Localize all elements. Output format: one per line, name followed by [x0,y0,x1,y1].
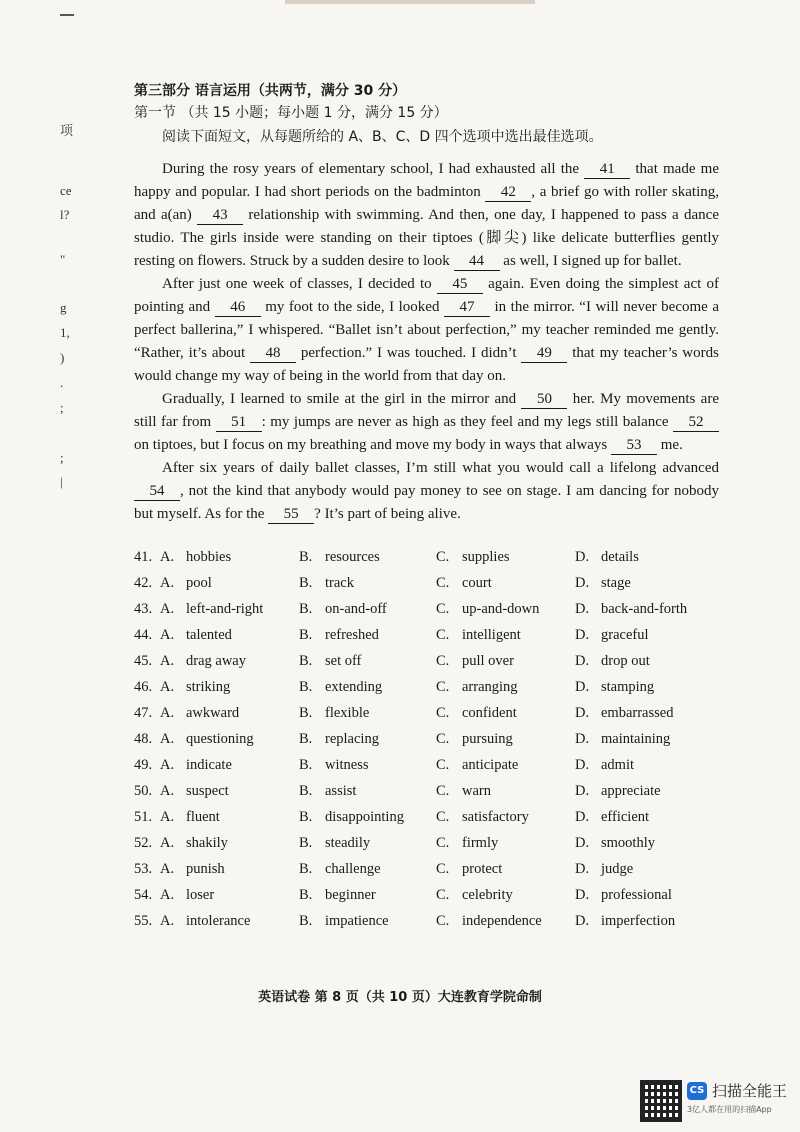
option-d [575,858,725,884]
option-letter: B. [299,653,313,669]
option-a [160,728,299,754]
margin-mark: " [60,252,66,267]
option-letter: C. [436,757,450,773]
subsection-title: 第一节 （共 15 小题；每小题 1 分，满分 15 分） [134,105,448,121]
margin-mark: g [60,300,67,315]
passage-text: as well, I signed up for ballet. [499,253,682,269]
option-text: independence [462,913,542,929]
option-a [160,676,299,702]
blank-53: 53 [611,437,657,455]
option-d [575,832,725,858]
passage-text: again. Even doing the simplest act of pointing and [134,276,719,315]
option-letter: B. [299,731,313,747]
question-number: 45. [134,653,153,669]
option-text: striking [186,679,231,695]
option-letter: C. [436,809,450,825]
margin-mark: ; [60,450,64,465]
option-letter: B. [299,575,313,591]
option-letter: B. [299,913,313,929]
blank-44: 44 [454,253,500,271]
option-row [134,546,734,572]
option-c [436,780,575,806]
option-b [299,598,436,624]
passage-text: that made me happy and popular. I had short periods on the badminton [134,161,719,200]
question-number: 41. [134,549,153,565]
question-number: 51. [134,809,153,825]
option-row [134,832,734,858]
option-letter: B. [299,835,313,851]
blank-41: 41 [584,161,630,179]
passage-text: perfection.” I was touched. I didn’t [296,345,522,361]
option-text: up-and-down [462,601,540,617]
passage-text: ? It’s part of being alive. [314,506,461,522]
option-b [299,910,436,936]
option-row [134,728,734,754]
option-b [299,624,436,650]
option-letter: C. [436,627,450,643]
option-a [160,572,299,598]
option-letter: C. [436,705,450,721]
option-d [575,780,725,806]
option-text: punish [186,861,225,877]
option-row [134,884,734,910]
option-text: appreciate [601,783,661,799]
passage-text: , a brief go with roller skating, and a(an) [134,184,719,223]
question-number: 48. [134,731,153,747]
question-number: 46. [134,679,153,695]
option-row [134,754,734,780]
option-text: efficient [601,809,650,825]
option-text: intolerance [186,913,251,929]
option-letter: A. [160,627,175,643]
margin-mark: ce [60,183,72,198]
passage-text: During the rosy years of elementary school, I had exhausted all the [162,161,585,177]
option-c [436,572,575,598]
option-text: arranging [462,679,518,695]
option-letter: B. [299,601,313,617]
option-letter: B. [299,757,313,773]
option-text: satisfactory [462,809,529,825]
option-letter: D. [575,913,590,929]
option-b [299,780,436,806]
option-row [134,624,734,650]
option-text: drop out [601,653,650,669]
option-text: details [601,549,639,565]
option-a [160,702,299,728]
passage-text: relationship with swimming. And then, one day, I happened to pass a dance studio. The girls inside were standing on their tiptoes (脚尖) like delicate butterflies gently resting on flowers. Struck by a sudden desire to look [134,207,719,269]
option-c [436,910,575,936]
option-letter: C. [436,549,450,565]
option-a [160,754,299,780]
margin-mark: ) [60,350,65,365]
option-letter: A. [160,757,175,773]
option-letter: D. [575,627,590,643]
option-a [160,832,299,858]
option-letter: C. [436,861,450,877]
option-text: witness [325,757,369,773]
option-text: talented [186,627,232,643]
option-text: flexible [325,705,370,721]
option-row [134,702,734,728]
passage-text: on tiptoes, but I focus on my breathing and move my body in ways that always [134,437,612,453]
option-a [160,546,299,572]
option-letter: D. [575,757,590,773]
option-c [436,624,575,650]
question-number: 50. [134,783,153,799]
option-c [436,728,575,754]
option-text: confident [462,705,517,721]
option-letter: A. [160,601,175,617]
option-a [160,598,299,624]
question-number: 54. [134,887,153,903]
option-letter: D. [575,887,590,903]
option-d [575,546,725,572]
option-letter: B. [299,679,313,695]
option-a [160,910,299,936]
option-a [160,858,299,884]
margin-mark: 项 [60,123,74,138]
exam-section [134,80,719,526]
passage-text: After just one week of classes, I decided to [162,276,437,292]
option-c [436,676,575,702]
option-text: drag away [186,653,246,669]
option-letter: D. [575,575,590,591]
option-d [575,598,725,624]
passage-text: that my teacher’s words would change my way of being in the world from that day on. [134,345,719,384]
option-row [134,910,734,936]
option-text: resources [325,549,380,565]
option-text: refreshed [325,627,379,643]
option-letter: D. [575,731,590,747]
option-d [575,650,725,676]
option-row [134,650,734,676]
option-d [575,702,725,728]
option-letter: B. [299,809,313,825]
question-number: 49. [134,757,153,773]
option-text: questioning [186,731,254,747]
option-text: replacing [325,731,379,747]
option-letter: D. [575,653,590,669]
option-text: supplies [462,549,510,565]
option-text: professional [601,887,672,903]
option-d [575,624,725,650]
passage-text: her. My movements are still far from [134,391,719,430]
option-letter: A. [160,679,175,695]
option-text: extending [325,679,383,695]
option-text: imperfection [601,913,676,929]
option-text: stage [601,575,631,591]
option-letter: A. [160,809,175,825]
option-c [436,754,575,780]
option-text: admit [601,757,635,773]
option-c [436,884,575,910]
option-c [436,702,575,728]
margin-mark: | [60,474,63,489]
question-number: 53. [134,861,153,877]
option-text: pull over [462,653,514,669]
blank-47: 47 [444,299,490,317]
option-text: indicate [186,757,232,773]
option-b [299,884,436,910]
option-letter: A. [160,731,175,747]
cloze-passage [134,158,719,526]
option-c [436,858,575,884]
paragraph-2 [134,273,719,388]
scanner-tagline: 3亿人都在用的扫描App [687,1105,772,1114]
option-text: track [325,575,354,591]
margin-mark: 1, [60,325,70,340]
option-c [436,546,575,572]
blank-48: 48 [250,345,296,363]
option-letter: D. [575,601,590,617]
option-text: disappointing [325,809,404,825]
blank-51: 51 [216,414,262,432]
option-d [575,884,725,910]
option-letter: C. [436,679,450,695]
option-letter: C. [436,653,450,669]
scanner-app-name: 扫描全能王 [712,1082,788,1100]
question-number: 44. [134,627,153,643]
option-text: suspect [186,783,229,799]
option-d [575,806,725,832]
paragraph-4 [134,457,719,526]
answer-options [134,546,734,936]
option-a [160,650,299,676]
option-d [575,572,725,598]
option-letter: D. [575,679,590,695]
option-b [299,676,436,702]
section-title: 第三部分 语言运用（共两节，满分 30 分） [134,83,407,99]
option-b [299,806,436,832]
option-letter: A. [160,887,175,903]
paragraph-1 [134,158,719,273]
option-text: anticipate [462,757,519,773]
option-text: assist [325,783,357,799]
option-b [299,728,436,754]
option-row [134,858,734,884]
option-text: back-and-forth [601,601,688,617]
option-letter: D. [575,549,590,565]
qr-code [640,1080,682,1122]
blank-45: 45 [437,276,483,294]
option-row [134,806,734,832]
option-letter: B. [299,861,313,877]
question-number: 55. [134,913,153,929]
option-b [299,702,436,728]
passage-text: , not the kind that anybody would pay money to see on stage. I am dancing for nobody but myself. As for the [134,483,719,522]
option-b [299,572,436,598]
margin-mark: l? [60,207,70,222]
question-number: 47. [134,705,153,721]
option-letter: B. [299,783,313,799]
option-letter: C. [436,887,450,903]
option-text: hobbies [186,549,232,565]
option-letter: C. [436,783,450,799]
blank-49: 49 [521,345,567,363]
passage-text: my foot to the side, I looked [260,299,444,315]
option-letter: D. [575,861,590,877]
option-d [575,754,725,780]
option-text: left-and-right [186,601,264,617]
option-b [299,832,436,858]
option-d [575,728,725,754]
option-text: challenge [325,861,381,877]
option-text: beginner [325,887,376,903]
blank-50: 50 [521,391,567,409]
option-letter: D. [575,809,590,825]
option-row [134,676,734,702]
option-letter: C. [436,731,450,747]
option-b [299,754,436,780]
option-a [160,884,299,910]
option-letter: B. [299,549,313,565]
passage-text: me. [657,437,683,453]
option-text: firmly [462,835,499,851]
option-a [160,780,299,806]
scan-top-edge [285,0,535,4]
camscanner-logo-icon: CS [687,1082,707,1100]
blank-43: 43 [197,207,243,225]
option-letter: B. [299,627,313,643]
option-letter: A. [160,549,175,565]
option-letter: D. [575,705,590,721]
option-text: judge [601,861,634,877]
option-text: pool [186,575,212,591]
option-letter: A. [160,705,175,721]
option-text: set off [325,653,362,669]
option-letter: A. [160,913,175,929]
option-text: fluent [186,809,220,825]
page-footer: 英语试卷 第 8 页（共 10 页）大连教育学院命制 [258,990,542,1005]
option-a [160,624,299,650]
option-letter: C. [436,601,450,617]
option-letter: C. [436,575,450,591]
option-b [299,650,436,676]
option-c [436,650,575,676]
margin-mark: ; [60,400,64,415]
option-row [134,572,734,598]
option-text: loser [186,887,215,903]
option-d [575,910,725,936]
scan-mark [60,14,74,16]
option-text: on-and-off [325,601,387,617]
option-text: graceful [601,627,649,643]
option-text: celebrity [462,887,513,903]
option-b [299,546,436,572]
passage-text: After six years of daily ballet classes, I’m still what you would call a lifelong advanced [162,460,719,476]
option-text: awkward [186,705,240,721]
option-letter: C. [436,835,450,851]
option-text: stamping [601,679,655,695]
margin-mark: . [60,375,64,390]
passage-text: in the mirror. “I will never become a perfect ballerina,” I whispered. “Ballet isn’t about perfection,” my teacher reminded me gently. “Rather, it’s about [134,299,719,361]
option-text: smoothly [601,835,655,851]
option-text: intelligent [462,627,521,643]
option-d [575,676,725,702]
option-text: impatience [325,913,389,929]
passage-text: : my jumps are never as high as they feel and my legs still balance [261,414,673,430]
paragraph-3 [134,388,719,457]
blank-55: 55 [268,506,314,524]
option-a [160,806,299,832]
option-text: warn [462,783,491,799]
option-letter: C. [436,913,450,929]
option-b [299,858,436,884]
option-row [134,780,734,806]
option-text: protect [462,861,503,877]
option-text: embarrassed [601,705,674,721]
blank-46: 46 [215,299,261,317]
option-text: maintaining [601,731,671,747]
option-text: pursuing [462,731,513,747]
option-letter: B. [299,887,313,903]
question-number: 52. [134,835,153,851]
passage-text: Gradually, I learned to smile at the girl in the mirror and [162,391,522,407]
blank-54: 54 [134,483,180,501]
option-text: court [462,575,492,591]
option-row [134,598,734,624]
option-c [436,806,575,832]
blank-52: 52 [673,414,719,432]
option-letter: D. [575,783,590,799]
question-number: 43. [134,601,153,617]
question-number: 42. [134,575,153,591]
option-c [436,832,575,858]
option-letter: A. [160,835,175,851]
option-letter: A. [160,575,175,591]
option-letter: B. [299,705,313,721]
option-c [436,598,575,624]
option-letter: A. [160,653,175,669]
blank-42: 42 [485,184,531,202]
option-letter: A. [160,861,175,877]
instruction: 阅读下面短文，从每题所给的 A、B、C、D 四个选项中选出最佳选项。 [162,129,603,145]
option-text: shakily [186,835,228,851]
option-text: steadily [325,835,371,851]
option-letter: D. [575,835,590,851]
option-letter: A. [160,783,175,799]
